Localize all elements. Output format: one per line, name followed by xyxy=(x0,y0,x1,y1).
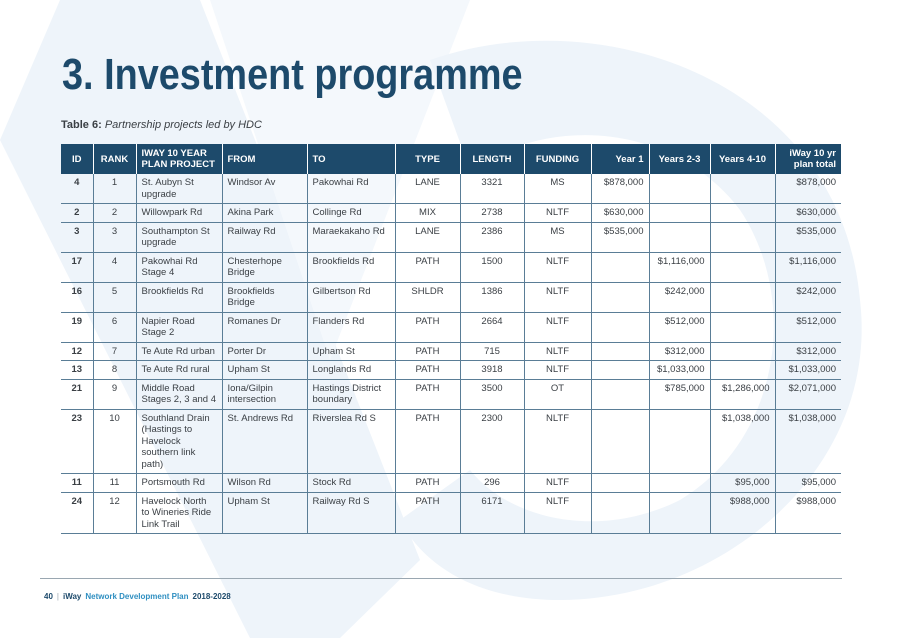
table-row xyxy=(61,492,841,534)
cell-type: PATH xyxy=(395,342,460,361)
cell-from: Brookfields Bridge xyxy=(222,282,307,312)
cell-project: Napier Road Stage 2 xyxy=(136,312,222,342)
cell-years-2-3: $312,000 xyxy=(649,342,710,361)
table-row xyxy=(61,282,841,312)
cell-length: 1386 xyxy=(460,282,524,312)
cell-length: 2738 xyxy=(460,204,524,223)
cell-id: 3 xyxy=(61,222,93,252)
table-row xyxy=(61,204,841,223)
cell-type: PATH xyxy=(395,474,460,493)
cell-total: $95,000 xyxy=(775,474,841,493)
cell-from: Upham St xyxy=(222,492,307,534)
cell-project: Southland Drain (Hastings to Havelock southern link path) xyxy=(136,409,222,474)
cell-project: Willowpark Rd xyxy=(136,204,222,223)
cell-project: Southampton St upgrade xyxy=(136,222,222,252)
cell-years-4-10 xyxy=(710,174,775,204)
cell-type: SHLDR xyxy=(395,282,460,312)
cell-from: Upham St xyxy=(222,361,307,380)
cell-id: 2 xyxy=(61,204,93,223)
cell-id: 19 xyxy=(61,312,93,342)
cell-from: Chesterhope Bridge xyxy=(222,252,307,282)
cell-id: 23 xyxy=(61,409,93,474)
cell-type: PATH xyxy=(395,409,460,474)
header-type: TYPE xyxy=(395,144,460,174)
footer-separator: | xyxy=(56,592,59,601)
cell-from: St. Andrews Rd xyxy=(222,409,307,474)
cell-to: Stock Rd xyxy=(307,474,395,493)
header-from: FROM xyxy=(222,144,307,174)
table-row xyxy=(61,342,841,361)
table-row xyxy=(61,174,841,204)
cell-from: Wilson Rd xyxy=(222,474,307,493)
cell-total: $630,000 xyxy=(775,204,841,223)
cell-years-2-3 xyxy=(649,204,710,223)
cell-funding: NLTF xyxy=(524,312,591,342)
cell-funding: OT xyxy=(524,379,591,409)
cell-year-1 xyxy=(591,492,649,534)
cell-years-4-10 xyxy=(710,282,775,312)
cell-rank: 2 xyxy=(93,204,136,223)
cell-type: PATH xyxy=(395,361,460,380)
cell-from: Akina Park xyxy=(222,204,307,223)
table-body xyxy=(61,174,841,534)
cell-year-1 xyxy=(591,282,649,312)
cell-to: Pakowhai Rd xyxy=(307,174,395,204)
cell-to: Hastings District boundary xyxy=(307,379,395,409)
cell-year-1 xyxy=(591,379,649,409)
cell-total: $312,000 xyxy=(775,342,841,361)
cell-funding: NLTF xyxy=(524,282,591,312)
cell-rank: 4 xyxy=(93,252,136,282)
header-project: IWAY 10 YEAR PLAN PROJECT xyxy=(136,144,222,174)
cell-length: 715 xyxy=(460,342,524,361)
table-header-row xyxy=(61,144,841,174)
cell-rank: 8 xyxy=(93,361,136,380)
cell-from: Porter Dr xyxy=(222,342,307,361)
cell-to: Longlands Rd xyxy=(307,361,395,380)
page-footer xyxy=(44,592,231,601)
cell-years-2-3 xyxy=(649,222,710,252)
cell-years-4-10: $988,000 xyxy=(710,492,775,534)
cell-type: PATH xyxy=(395,492,460,534)
cell-years-2-3: $242,000 xyxy=(649,282,710,312)
cell-funding: NLTF xyxy=(524,361,591,380)
cell-year-1 xyxy=(591,342,649,361)
cell-length: 1500 xyxy=(460,252,524,282)
table-row xyxy=(61,409,841,474)
cell-years-2-3 xyxy=(649,174,710,204)
cell-total: $1,033,000 xyxy=(775,361,841,380)
cell-rank: 1 xyxy=(93,174,136,204)
cell-years-2-3: $1,033,000 xyxy=(649,361,710,380)
cell-project: St. Aubyn St upgrade xyxy=(136,174,222,204)
cell-funding: NLTF xyxy=(524,409,591,474)
cell-length: 3500 xyxy=(460,379,524,409)
cell-type: LANE xyxy=(395,222,460,252)
cell-project: Brookfields Rd xyxy=(136,282,222,312)
cell-type: PATH xyxy=(395,379,460,409)
cell-project: Havelock North to Wineries Ride Link Trail xyxy=(136,492,222,534)
cell-funding: NLTF xyxy=(524,474,591,493)
page-number: 40 xyxy=(44,592,53,601)
header-length: LENGTH xyxy=(460,144,524,174)
cell-years-4-10 xyxy=(710,204,775,223)
table-caption-label: Table 6: xyxy=(61,119,102,131)
cell-funding: NLTF xyxy=(524,204,591,223)
cell-id: 12 xyxy=(61,342,93,361)
cell-total: $2,071,000 xyxy=(775,379,841,409)
cell-id: 11 xyxy=(61,474,93,493)
table-caption xyxy=(61,119,262,131)
header-years-2-3: Years 2-3 xyxy=(649,144,710,174)
cell-total: $1,116,000 xyxy=(775,252,841,282)
footer-brand-plan: Network Development Plan xyxy=(85,592,189,601)
cell-length: 2664 xyxy=(460,312,524,342)
cell-to: Riverslea Rd S xyxy=(307,409,395,474)
partnership-projects-table xyxy=(61,144,841,534)
cell-funding: MS xyxy=(524,174,591,204)
cell-years-2-3: $1,116,000 xyxy=(649,252,710,282)
cell-type: MIX xyxy=(395,204,460,223)
cell-rank: 12 xyxy=(93,492,136,534)
cell-years-2-3 xyxy=(649,409,710,474)
header-funding: FUNDING xyxy=(524,144,591,174)
cell-years-4-10: $1,038,000 xyxy=(710,409,775,474)
cell-type: PATH xyxy=(395,252,460,282)
cell-id: 17 xyxy=(61,252,93,282)
cell-years-4-10 xyxy=(710,252,775,282)
cell-type: PATH xyxy=(395,312,460,342)
cell-length: 2386 xyxy=(460,222,524,252)
cell-years-2-3: $785,000 xyxy=(649,379,710,409)
cell-project: Middle Road Stages 2, 3 and 4 xyxy=(136,379,222,409)
cell-id: 13 xyxy=(61,361,93,380)
header-rank: RANK xyxy=(93,144,136,174)
cell-to: Upham St xyxy=(307,342,395,361)
cell-year-1 xyxy=(591,312,649,342)
cell-funding: NLTF xyxy=(524,492,591,534)
cell-from: Railway Rd xyxy=(222,222,307,252)
footer-brand-iway: iWay xyxy=(62,592,82,601)
cell-from: Romanes Dr xyxy=(222,312,307,342)
page-title: 3. Investment programme xyxy=(62,50,523,99)
cell-id: 24 xyxy=(61,492,93,534)
cell-id: 21 xyxy=(61,379,93,409)
cell-funding: MS xyxy=(524,222,591,252)
cell-from: Windsor Av xyxy=(222,174,307,204)
cell-to: Maraekakaho Rd xyxy=(307,222,395,252)
cell-years-2-3 xyxy=(649,492,710,534)
cell-length: 6171 xyxy=(460,492,524,534)
cell-total: $988,000 xyxy=(775,492,841,534)
table-row xyxy=(61,252,841,282)
table-row xyxy=(61,222,841,252)
table-row xyxy=(61,379,841,409)
table-row xyxy=(61,474,841,493)
header-id: ID xyxy=(61,144,93,174)
cell-years-4-10: $1,286,000 xyxy=(710,379,775,409)
cell-total: $512,000 xyxy=(775,312,841,342)
cell-total: $1,038,000 xyxy=(775,409,841,474)
table-caption-text: Partnership projects led by HDC xyxy=(104,119,262,131)
cell-length: 3321 xyxy=(460,174,524,204)
cell-to: Railway Rd S xyxy=(307,492,395,534)
cell-rank: 3 xyxy=(93,222,136,252)
cell-years-2-3 xyxy=(649,474,710,493)
cell-year-1: $630,000 xyxy=(591,204,649,223)
cell-length: 296 xyxy=(460,474,524,493)
cell-length: 3918 xyxy=(460,361,524,380)
cell-funding: NLTF xyxy=(524,342,591,361)
header-to: TO xyxy=(307,144,395,174)
cell-year-1: $878,000 xyxy=(591,174,649,204)
cell-rank: 6 xyxy=(93,312,136,342)
cell-year-1 xyxy=(591,474,649,493)
cell-funding: NLTF xyxy=(524,252,591,282)
cell-id: 16 xyxy=(61,282,93,312)
cell-years-4-10 xyxy=(710,361,775,380)
cell-rank: 5 xyxy=(93,282,136,312)
footer-divider xyxy=(40,578,842,579)
table-row xyxy=(61,312,841,342)
cell-to: Gilbertson Rd xyxy=(307,282,395,312)
cell-project: Pakowhai Rd Stage 4 xyxy=(136,252,222,282)
cell-project: Portsmouth Rd xyxy=(136,474,222,493)
cell-total: $878,000 xyxy=(775,174,841,204)
cell-type: LANE xyxy=(395,174,460,204)
table-row xyxy=(61,361,841,380)
cell-rank: 9 xyxy=(93,379,136,409)
cell-rank: 10 xyxy=(93,409,136,474)
cell-to: Collinge Rd xyxy=(307,204,395,223)
cell-from: Iona/Gilpin intersection xyxy=(222,379,307,409)
cell-years-4-10 xyxy=(710,222,775,252)
cell-year-1 xyxy=(591,409,649,474)
cell-id: 4 xyxy=(61,174,93,204)
cell-to: Brookfields Rd xyxy=(307,252,395,282)
cell-total: $242,000 xyxy=(775,282,841,312)
cell-year-1 xyxy=(591,252,649,282)
cell-year-1: $535,000 xyxy=(591,222,649,252)
header-year-1: Year 1 xyxy=(591,144,649,174)
cell-total: $535,000 xyxy=(775,222,841,252)
cell-to: Flanders Rd xyxy=(307,312,395,342)
cell-length: 2300 xyxy=(460,409,524,474)
header-years-4-10: Years 4-10 xyxy=(710,144,775,174)
cell-years-4-10 xyxy=(710,312,775,342)
header-total: iWay 10 yr plan total xyxy=(775,144,841,174)
cell-project: Te Aute Rd rural xyxy=(136,361,222,380)
footer-years: 2018-2028 xyxy=(192,592,231,601)
cell-years-4-10: $95,000 xyxy=(710,474,775,493)
cell-year-1 xyxy=(591,361,649,380)
cell-years-4-10 xyxy=(710,342,775,361)
cell-rank: 11 xyxy=(93,474,136,493)
cell-project: Te Aute Rd urban xyxy=(136,342,222,361)
cell-rank: 7 xyxy=(93,342,136,361)
cell-years-2-3: $512,000 xyxy=(649,312,710,342)
